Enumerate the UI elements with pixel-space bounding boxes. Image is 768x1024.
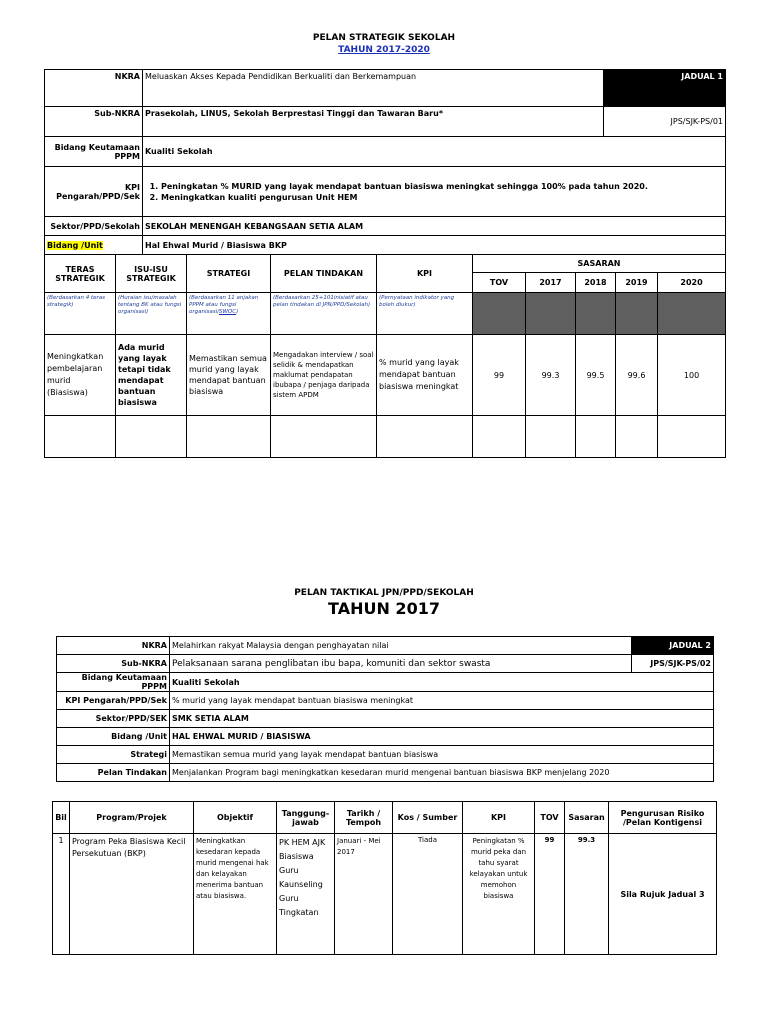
tov3-value: 99 xyxy=(535,834,565,955)
empty-cell xyxy=(271,416,377,458)
bidang-keutamaan-label: Bidang Keutamaan PPPM xyxy=(45,137,143,167)
tactical-plan-header-table xyxy=(56,636,714,782)
year-2018-header: 2018 xyxy=(576,273,616,293)
tov-value: 99 xyxy=(473,335,526,416)
bidang-unit-label-cell xyxy=(45,236,143,255)
strategi-note xyxy=(187,293,271,335)
period-link[interactable]: TAHUN 2017-2020 xyxy=(338,45,430,55)
tanggung-header: Tanggung-jawab xyxy=(277,802,335,834)
tov3-header: TOV xyxy=(535,802,565,834)
empty-cell xyxy=(526,416,576,458)
pelan-value: Mengadakan interview / soal selidik & mendapatkan maklumat pendapatan ibubapa / penjaga daripada sistem APDM xyxy=(271,335,377,416)
shaded-cell xyxy=(658,293,726,335)
sektor-label: Sektor/PPD/Sekolah xyxy=(45,217,143,236)
year-2017-header: 2017 xyxy=(526,273,576,293)
nkra-value: Meluaskan Akses Kepada Pendidikan Berkualiti dan Berkemampuan xyxy=(143,70,604,107)
teras-note: (Berdasarkan 4 teras strategik) xyxy=(45,293,116,335)
kpi-label-line2: Pengarah/PPD/Sek xyxy=(56,191,140,201)
strategic-plan-title: PELAN STRATEGIK SEKOLAH xyxy=(312,33,456,43)
kos-header: Kos / Sumber xyxy=(393,802,463,834)
tov-header: TOV xyxy=(473,273,526,293)
year-2019-header: 2019 xyxy=(616,273,658,293)
teras-value: Meningkatkan pembelajaran murid (Biasiswa) xyxy=(45,335,116,416)
target-2017: 99.3 xyxy=(526,335,576,416)
nkra2-value: Melahirkan rakyat Malaysia dengan penghayatan nilai xyxy=(170,637,632,655)
program-value: Program Peka Biasiswa Kecil Persekutuan (BKP) xyxy=(70,834,194,955)
bil-value: 1 xyxy=(53,834,70,955)
risiko-value: Sila Rujuk Jadual 3 xyxy=(609,834,717,955)
objektif-value: Meningkatkan kesedaran kepada murid mengenai hak dan kelayakan menerima bantuan atau biasiswa. xyxy=(194,834,277,955)
kpi2-value: % murid yang layak mendapat bantuan biasiswa meningkat xyxy=(170,692,714,710)
tanggung-value: PK HEM AJK Biasiswa Guru Kaunseling Guru Tingkatan xyxy=(277,834,335,955)
objektif-header: Objektif xyxy=(194,802,277,834)
strategi-note-close: ) xyxy=(236,308,239,315)
empty-cell xyxy=(116,416,187,458)
empty-cell xyxy=(658,416,726,458)
shaded-cell xyxy=(616,293,658,335)
tactical-plan-title: PELAN TAKTIKAL JPN/PPD/SEKOLAH xyxy=(294,588,474,598)
strategi2-value: Memastikan semua murid yang layak mendapat bantuan biasiswa xyxy=(170,746,714,764)
strategi-note-text: (Berdasarkan 11 anjakan PPPM atau fungsi organisasi/ xyxy=(189,295,259,315)
kpi2-label: KPI Pengarah/PPD/Sek xyxy=(57,692,170,710)
kos-value: Tiada xyxy=(393,834,463,955)
jadual-1-badge: JADUAL 1 xyxy=(604,70,726,107)
sasaran3-value: 99.3 xyxy=(565,834,609,955)
isu-value: Ada murid yang layak tetapi tidak mendapat bantuan biasiswa xyxy=(116,335,187,416)
subnkra2-value: Pelaksanaan sarana penglibatan ibu bapa, komuniti dan sektor swasta xyxy=(170,655,632,673)
sasaran3-header: Sasaran xyxy=(565,802,609,834)
doc-code-2: JPS/SJK-PS/02 xyxy=(632,655,714,673)
bidang-unit2-value: HAL EHWAL MURID / BIASISWA xyxy=(170,728,714,746)
kpi-list-cell xyxy=(143,167,726,217)
strategi-value: Memastikan semua murid yang layak mendapat bantuan biasiswa xyxy=(187,335,271,416)
bidang-keutamaan2-label: Bidang Keutamaan PPPM xyxy=(57,673,170,692)
kpi-label-line1: KPI xyxy=(124,182,140,192)
subnkra-value: Prasekolah, LINUS, Sekolah Berprestasi Tinggi dan Tawaran Baru* xyxy=(143,107,604,137)
bidang-keutamaan-value: Kualiti Sekolah xyxy=(143,137,726,167)
subnkra-label: Sub-NKRA xyxy=(45,107,143,137)
kpi-item: 1. Peningkatan % MURID yang layak mendapat bantuan biasiswa meningkat sehingga 100% pada tahun 2020. xyxy=(161,181,723,192)
target-2020: 100 xyxy=(658,335,726,416)
bil-header: Bil xyxy=(53,802,70,834)
nkra2-label: NKRA xyxy=(57,637,170,655)
empty-cell xyxy=(187,416,271,458)
pelan2-value: Menjalankan Program bagi meningkatkan kesedaran murid mengenai bantuan biasiswa BKP menjelang 2020 xyxy=(170,764,714,782)
sektor-value: SEKOLAH MENENGAH KEBANGSAAN SETIA ALAM xyxy=(143,217,726,236)
bidang-keutamaan2-value: Kualiti Sekolah xyxy=(170,673,714,692)
isu-note: (Huraian isu/masalah tentang BK atau fungsi organisasi) xyxy=(116,293,187,335)
kpi-note: (Pernyataan indikator yang boleh diukur) xyxy=(377,293,473,335)
pelan-header: PELAN TINDAKAN xyxy=(271,255,377,293)
year-2020-header: 2020 xyxy=(658,273,726,293)
risiko-header: Pengurusan Risiko /Pelan Kontigensi xyxy=(609,802,717,834)
pelan-note: (Berdasarkan 25+101inisiatif atau pelan tindakan di JPN/PPD/Sekolah) xyxy=(271,293,377,335)
empty-cell xyxy=(377,416,473,458)
tov-shaded-cell xyxy=(473,293,526,335)
kpi3-header: KPI xyxy=(463,802,535,834)
teras-header: TERAS STRATEGIK xyxy=(45,255,116,293)
doc-code-1: JPS/SJK-PS/01 xyxy=(604,107,726,137)
kpi3-value: Peningkatan % murid peka dan tahu syarat kelayakan untuk memohon biasiswa xyxy=(463,834,535,955)
tactical-plan-year: TAHUN 2017 xyxy=(328,599,440,618)
bidang-unit2-label: Bidang /Unit xyxy=(57,728,170,746)
strategi-header: STRATEGI xyxy=(187,255,271,293)
program-table xyxy=(52,801,717,955)
pelan2-label: Pelan Tindakan xyxy=(57,764,170,782)
strategi2-label: Strategi xyxy=(57,746,170,764)
kpi-label xyxy=(45,167,143,217)
kpi-list xyxy=(145,181,723,203)
empty-cell xyxy=(45,416,116,458)
nkra-label: NKRA xyxy=(45,70,143,107)
shaded-cell xyxy=(526,293,576,335)
target-2018: 99.5 xyxy=(576,335,616,416)
strategic-plan-period[interactable] xyxy=(0,45,768,55)
sasaran-header: SASARAN xyxy=(473,255,726,273)
sektor2-value: SMK SETIA ALAM xyxy=(170,710,714,728)
bidang-unit-value: Hal Ehwal Murid / Biasiswa BKP xyxy=(143,236,726,255)
swoc-link[interactable]: SWOC xyxy=(218,308,237,315)
target-2019: 99.6 xyxy=(616,335,658,416)
subnkra2-label: Sub-NKRA xyxy=(57,655,170,673)
empty-cell xyxy=(616,416,658,458)
program-header: Program/Projek xyxy=(70,802,194,834)
kpi-header: KPI xyxy=(377,255,473,293)
isu-header: ISU-ISU STRATEGIK xyxy=(116,255,187,293)
empty-cell xyxy=(576,416,616,458)
sektor2-label: Sektor/PPD/SEK xyxy=(57,710,170,728)
jadual-2-badge: JADUAL 2 xyxy=(632,637,714,655)
kpi-value: % murid yang layak mendapat bantuan biasiswa meningkat xyxy=(377,335,473,416)
tarikh-value: Januari - Mei 2017 xyxy=(335,834,393,955)
strategic-plan-matrix xyxy=(44,254,726,458)
tarikh-header: Tarikh / Tempoh xyxy=(335,802,393,834)
bidang-unit-label: Bidang /Unit xyxy=(47,240,103,250)
empty-cell xyxy=(473,416,526,458)
shaded-cell xyxy=(576,293,616,335)
kpi-item: 2. Meningkatkan kualiti pengurusan Unit HEM xyxy=(161,192,723,203)
strategic-plan-header-table xyxy=(44,69,726,255)
